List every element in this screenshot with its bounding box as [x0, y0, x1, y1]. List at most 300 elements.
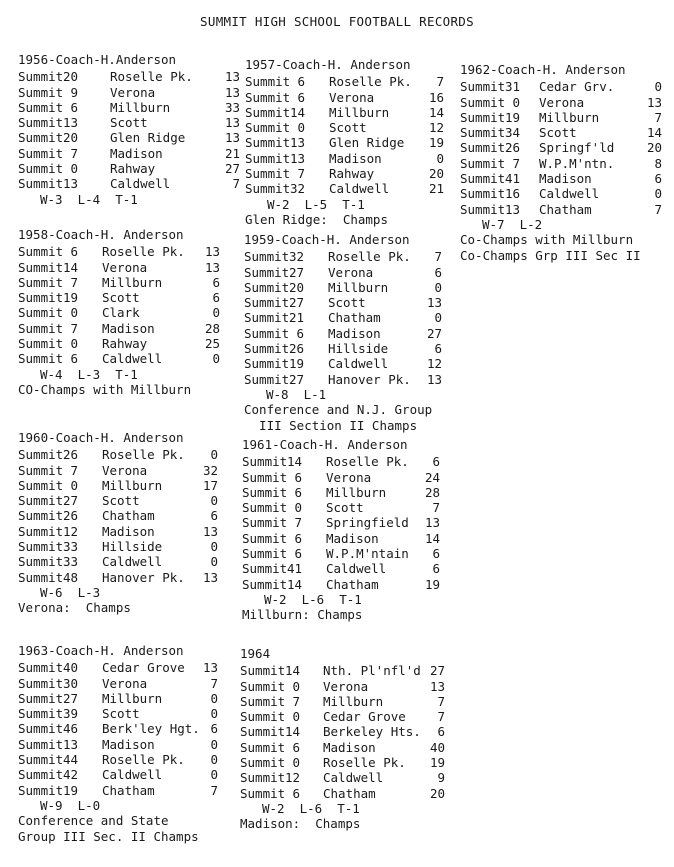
- opponent-score: 0: [210, 736, 218, 752]
- team-name: Summit: [18, 539, 64, 555]
- team-name: Summit: [240, 709, 286, 725]
- game-row: [245, 166, 444, 182]
- game-row: [245, 104, 444, 120]
- team-name: Summit: [244, 279, 290, 295]
- opponent-name: Glen Ridge: [329, 135, 405, 151]
- season-note: Glen Ridge: Champs: [245, 211, 388, 227]
- opponent-name: Nth. Pl'nfl'd: [323, 663, 421, 679]
- team-name: Summit: [240, 678, 286, 694]
- team-name: Summit: [242, 515, 288, 531]
- team-name: Summit: [18, 351, 64, 367]
- team-name: Summit: [242, 546, 288, 562]
- opponent-name: Millburn: [102, 477, 163, 493]
- season-record: W-8 L-1: [266, 386, 327, 402]
- summit-score: 6: [294, 546, 302, 562]
- opponent-name: Verona: [539, 94, 585, 110]
- game-row: [18, 447, 218, 463]
- opponent-name: Caldwell: [102, 767, 163, 783]
- opponent-name: Verona: [323, 678, 369, 694]
- opponent-name: Chatham: [326, 576, 379, 592]
- summit-score: 33: [62, 539, 78, 555]
- opponent-score: 19: [428, 135, 444, 151]
- game-row: [460, 171, 662, 187]
- opponent-score: 14: [646, 125, 662, 141]
- game-row: [242, 561, 440, 577]
- season-record: W-6 L-3: [40, 584, 101, 600]
- game-row: [18, 736, 218, 752]
- team-name: Summit: [460, 94, 506, 110]
- team-name: Summit: [18, 145, 64, 161]
- game-row: [18, 274, 220, 290]
- opponent-name: Scott: [102, 706, 140, 722]
- summit-score: 26: [288, 341, 304, 357]
- opponent-score: 9: [437, 770, 445, 786]
- opponent-score: 7: [437, 693, 445, 709]
- opponent-name: Roselle Pk.: [102, 752, 185, 768]
- season-block: [245, 57, 444, 227]
- opponent-score: 0: [434, 279, 442, 295]
- opponent-score: 7: [437, 709, 445, 725]
- opponent-score: 7: [654, 201, 662, 217]
- season-note: III Section II Champs: [244, 417, 418, 433]
- team-name: Summit: [242, 561, 288, 577]
- opponent-score: 0: [434, 310, 442, 326]
- opponent-score: 6: [432, 454, 440, 470]
- opponent-score: 25: [204, 336, 220, 352]
- game-row: [18, 99, 240, 115]
- game-row: [18, 477, 218, 493]
- game-row: [18, 539, 218, 555]
- summit-score: 14: [289, 104, 305, 120]
- game-row: [18, 782, 218, 798]
- summit-score: 33: [62, 554, 78, 570]
- game-row: [18, 752, 218, 768]
- opponent-score: 7: [436, 74, 444, 90]
- season-block: [244, 232, 442, 433]
- season-block: [242, 437, 440, 623]
- season-heading: 1957-Coach-H. Anderson: [245, 57, 411, 72]
- opponent-score: 6: [654, 171, 662, 187]
- team-name: Summit: [18, 493, 64, 509]
- summit-score: 16: [504, 186, 520, 202]
- team-name: Summit: [18, 305, 64, 321]
- summit-score: 6: [294, 469, 302, 485]
- opponent-name: Millburn: [326, 484, 387, 500]
- summit-score: 27: [62, 690, 78, 706]
- game-row: [18, 523, 218, 539]
- opponent-score: 28: [424, 484, 440, 500]
- game-row: [242, 576, 440, 592]
- team-name: Summit: [460, 155, 506, 171]
- opponent-name: Chatham: [323, 785, 376, 801]
- team-name: Summit: [245, 74, 291, 90]
- opponent-score: 6: [432, 561, 440, 577]
- summit-score: 14: [284, 663, 300, 679]
- opponent-name: Roselle Pk.: [323, 755, 406, 771]
- opponent-score: 0: [210, 554, 218, 570]
- game-row: [242, 546, 440, 562]
- opponent-score: 32: [202, 462, 218, 478]
- summit-score: 32: [288, 249, 304, 265]
- opponent-score: 7: [210, 782, 218, 798]
- team-name: Summit: [460, 109, 506, 125]
- opponent-name: Madison: [102, 523, 155, 539]
- summit-score: 12: [62, 523, 78, 539]
- team-name: Summit: [18, 115, 64, 131]
- team-name: Summit: [242, 500, 288, 516]
- opponent-name: Madison: [539, 171, 592, 187]
- opponent-score: 6: [212, 274, 220, 290]
- team-name: Summit: [245, 181, 291, 197]
- team-name: Summit: [240, 770, 286, 786]
- opponent-score: 13: [424, 515, 440, 531]
- opponent-name: Madison: [110, 145, 163, 161]
- team-name: Summit: [18, 554, 64, 570]
- game-row: [18, 176, 240, 192]
- team-name: Summit: [245, 89, 291, 105]
- game-row: [460, 79, 662, 95]
- season-heading: 1959-Coach-H. Anderson: [244, 232, 410, 247]
- game-row: [18, 336, 220, 352]
- opponent-name: Chatham: [539, 201, 592, 217]
- game-row: [18, 508, 218, 524]
- game-row: [242, 484, 440, 500]
- team-name: Summit: [18, 660, 64, 676]
- opponent-name: Berk'ley Hgt.: [102, 721, 200, 737]
- team-name: Summit: [245, 104, 291, 120]
- opponent-name: Millburn: [539, 109, 600, 125]
- team-name: Summit: [242, 469, 288, 485]
- opponent-name: Hillside: [328, 341, 389, 357]
- summit-score: 7: [294, 515, 302, 531]
- game-row: [460, 94, 662, 110]
- opponent-score: 13: [224, 130, 240, 146]
- summit-score: 20: [288, 279, 304, 295]
- game-row: [460, 155, 662, 171]
- opponent-score: 0: [436, 150, 444, 166]
- season-record: W-3 L-4 T-1: [40, 191, 138, 207]
- team-name: Summit: [18, 161, 64, 177]
- opponent-name: Verona: [329, 89, 375, 105]
- team-name: Summit: [244, 310, 290, 326]
- season-block: [18, 227, 220, 397]
- team-name: Summit: [460, 186, 506, 202]
- summit-score: 14: [286, 454, 302, 470]
- team-name: Summit: [18, 274, 64, 290]
- opponent-name: Caldwell: [102, 351, 163, 367]
- opponent-score: 6: [437, 724, 445, 740]
- season-note: Co-Champs Grp III Sec II: [460, 247, 641, 263]
- opponent-score: 13: [204, 259, 220, 275]
- summit-score: 6: [70, 244, 78, 260]
- team-name: Summit: [460, 140, 506, 156]
- opponent-score: 13: [224, 69, 240, 85]
- team-name: Summit: [18, 290, 64, 306]
- opponent-name: Cedar Grv.: [539, 79, 615, 95]
- opponent-score: 13: [429, 678, 445, 694]
- opponent-score: 13: [202, 523, 218, 539]
- team-name: Summit: [245, 120, 291, 136]
- opponent-name: Caldwell: [328, 356, 389, 372]
- opponent-name: Springfield: [326, 515, 409, 531]
- team-name: Summit: [18, 767, 64, 783]
- opponent-score: 7: [210, 675, 218, 691]
- team-name: Summit: [244, 295, 290, 311]
- summit-score: 42: [62, 767, 78, 783]
- team-name: Summit: [244, 325, 290, 341]
- opponent-name: Millburn: [328, 279, 389, 295]
- game-row: [460, 140, 662, 156]
- season-record: W-2 L-6 T-1: [262, 800, 360, 816]
- opponent-name: Glen Ridge: [110, 130, 186, 146]
- opponent-score: 6: [212, 290, 220, 306]
- opponent-name: Scott: [110, 115, 148, 131]
- opponent-name: Madison: [102, 320, 155, 336]
- game-row: [245, 120, 444, 136]
- opponent-score: 20: [429, 785, 445, 801]
- opponent-name: Verona: [110, 84, 156, 100]
- team-name: Summit: [244, 249, 290, 265]
- opponent-score: 16: [428, 89, 444, 105]
- game-row: [18, 706, 218, 722]
- game-row: [245, 181, 444, 197]
- game-row: [242, 454, 440, 470]
- game-row: [18, 554, 218, 570]
- season-block: [240, 646, 445, 832]
- summit-score: 40: [62, 660, 78, 676]
- summit-score: 13: [289, 135, 305, 151]
- summit-score: 13: [504, 201, 520, 217]
- season-block: [18, 52, 240, 207]
- opponent-score: 7: [434, 249, 442, 265]
- summit-score: 7: [70, 462, 78, 478]
- summit-score: 20: [62, 130, 78, 146]
- game-row: [242, 469, 440, 485]
- opponent-name: Springf'ld: [539, 140, 615, 156]
- summit-score: 41: [286, 561, 302, 577]
- opponent-name: Millburn: [102, 274, 163, 290]
- game-row: [18, 305, 220, 321]
- season-record: W-7 L-2: [482, 216, 543, 232]
- team-name: Summit: [245, 150, 291, 166]
- season-note: Conference and State: [18, 813, 169, 829]
- opponent-name: Madison: [329, 150, 382, 166]
- team-name: Summit: [240, 724, 286, 740]
- game-row: [244, 371, 442, 387]
- team-name: Summit: [242, 530, 288, 546]
- opponent-name: Roselle Pk.: [329, 74, 412, 90]
- opponent-name: Millburn: [329, 104, 390, 120]
- opponent-name: Chatham: [328, 310, 381, 326]
- opponent-name: Roselle Pk.: [102, 244, 185, 260]
- summit-score: 6: [70, 351, 78, 367]
- team-name: Summit: [18, 176, 64, 192]
- team-name: Summit: [18, 462, 64, 478]
- opponent-score: 13: [646, 94, 662, 110]
- game-row: [18, 721, 218, 737]
- summit-score: 0: [70, 161, 78, 177]
- summit-score: 9: [70, 84, 78, 100]
- summit-score: 46: [62, 721, 78, 737]
- opponent-score: 0: [210, 493, 218, 509]
- opponent-score: 28: [204, 320, 220, 336]
- team-name: Summit: [240, 663, 286, 679]
- opponent-score: 24: [424, 469, 440, 485]
- summit-score: 27: [288, 264, 304, 280]
- game-row: [18, 161, 240, 177]
- opponent-name: Cedar Grove: [102, 660, 185, 676]
- game-row: [244, 295, 442, 311]
- game-row: [18, 69, 240, 85]
- game-row: [18, 244, 220, 260]
- opponent-name: Madison: [326, 530, 379, 546]
- opponent-score: 19: [424, 576, 440, 592]
- team-name: Summit: [18, 706, 64, 722]
- opponent-name: Scott: [539, 125, 577, 141]
- summit-score: 13: [62, 736, 78, 752]
- game-row: [240, 678, 445, 694]
- team-name: Summit: [244, 341, 290, 357]
- summit-score: 19: [62, 290, 78, 306]
- opponent-score: 0: [210, 767, 218, 783]
- team-name: Summit: [460, 171, 506, 187]
- opponent-score: 0: [210, 539, 218, 555]
- summit-score: 41: [504, 171, 520, 187]
- game-row: [18, 145, 240, 161]
- opponent-name: Clark: [102, 305, 140, 321]
- team-name: Summit: [18, 99, 64, 115]
- opponent-name: Hanover Pk.: [328, 371, 411, 387]
- game-row: [244, 325, 442, 341]
- opponent-name: Madison: [323, 739, 376, 755]
- opponent-score: 14: [428, 104, 444, 120]
- opponent-name: W.P.M'ntain: [326, 546, 409, 562]
- opponent-name: Caldwell: [102, 554, 163, 570]
- game-row: [18, 115, 240, 131]
- game-row: [460, 186, 662, 202]
- team-name: Summit: [18, 675, 64, 691]
- game-row: [18, 84, 240, 100]
- summit-score: 14: [286, 576, 302, 592]
- game-row: [18, 660, 218, 676]
- game-row: [460, 109, 662, 125]
- opponent-score: 21: [224, 145, 240, 161]
- game-row: [240, 693, 445, 709]
- opponent-score: 13: [224, 84, 240, 100]
- opponent-score: 6: [434, 341, 442, 357]
- game-row: [245, 89, 444, 105]
- summit-score: 0: [70, 336, 78, 352]
- team-name: Summit: [18, 508, 64, 524]
- team-name: Summit: [240, 693, 286, 709]
- team-name: Summit: [245, 135, 291, 151]
- opponent-score: 0: [210, 706, 218, 722]
- season-block: [18, 430, 218, 616]
- summit-score: 7: [70, 274, 78, 290]
- summit-score: 0: [294, 500, 302, 516]
- opponent-name: Scott: [326, 500, 364, 516]
- opponent-score: 6: [434, 264, 442, 280]
- game-row: [244, 310, 442, 326]
- summit-score: 14: [62, 259, 78, 275]
- team-name: Summit: [242, 454, 288, 470]
- game-row: [240, 785, 445, 801]
- team-name: Summit: [244, 356, 290, 372]
- summit-score: 6: [297, 89, 305, 105]
- summit-score: 14: [284, 724, 300, 740]
- opponent-score: 7: [654, 109, 662, 125]
- opponent-score: 12: [426, 356, 442, 372]
- game-row: [18, 690, 218, 706]
- team-name: Summit: [18, 84, 64, 100]
- opponent-name: Rahway: [110, 161, 156, 177]
- summit-score: 31: [504, 79, 520, 95]
- opponent-name: Verona: [102, 675, 148, 691]
- opponent-score: 27: [429, 663, 445, 679]
- team-name: Summit: [240, 755, 286, 771]
- summit-score: 6: [70, 99, 78, 115]
- game-row: [242, 530, 440, 546]
- game-row: [18, 767, 218, 783]
- opponent-name: Hanover Pk.: [102, 569, 185, 585]
- summit-score: 13: [289, 150, 305, 166]
- opponent-name: Caldwell: [326, 561, 387, 577]
- summit-score: 48: [62, 569, 78, 585]
- opponent-score: 27: [426, 325, 442, 341]
- opponent-score: 13: [202, 660, 218, 676]
- summit-score: 0: [297, 120, 305, 136]
- summit-score: 19: [288, 356, 304, 372]
- opponent-name: Verona: [102, 462, 148, 478]
- team-name: Summit: [242, 576, 288, 592]
- summit-score: 32: [289, 181, 305, 197]
- summit-score: 44: [62, 752, 78, 768]
- season-record: W-9 L-0: [40, 797, 101, 813]
- summit-score: 0: [70, 477, 78, 493]
- game-row: [242, 515, 440, 531]
- opponent-name: Roselle Pk.: [102, 447, 185, 463]
- team-name: Summit: [18, 259, 64, 275]
- opponent-name: Scott: [102, 290, 140, 306]
- opponent-score: 0: [212, 351, 220, 367]
- opponent-name: Millburn: [110, 99, 171, 115]
- opponent-name: Chatham: [102, 508, 155, 524]
- game-row: [242, 500, 440, 516]
- team-name: Summit: [18, 69, 64, 85]
- summit-score: 26: [62, 447, 78, 463]
- opponent-name: Scott: [329, 120, 367, 136]
- game-row: [18, 493, 218, 509]
- opponent-score: 14: [424, 530, 440, 546]
- summit-score: 0: [292, 755, 300, 771]
- season-note: Co-Champs with Millburn: [460, 232, 634, 248]
- season-note: Madison: Champs: [240, 816, 361, 832]
- opponent-score: 20: [646, 140, 662, 156]
- game-row: [240, 755, 445, 771]
- summit-score: 6: [292, 785, 300, 801]
- opponent-score: 7: [232, 176, 240, 192]
- opponent-name: Caldwell: [539, 186, 600, 202]
- team-name: Summit: [240, 785, 286, 801]
- summit-score: 7: [70, 320, 78, 336]
- opponent-name: Hillside: [102, 539, 163, 555]
- team-name: Summit: [18, 130, 64, 146]
- opponent-score: 0: [210, 447, 218, 463]
- opponent-score: 7: [432, 500, 440, 516]
- summit-score: 0: [70, 305, 78, 321]
- opponent-score: 27: [224, 161, 240, 177]
- summit-score: 7: [297, 166, 305, 182]
